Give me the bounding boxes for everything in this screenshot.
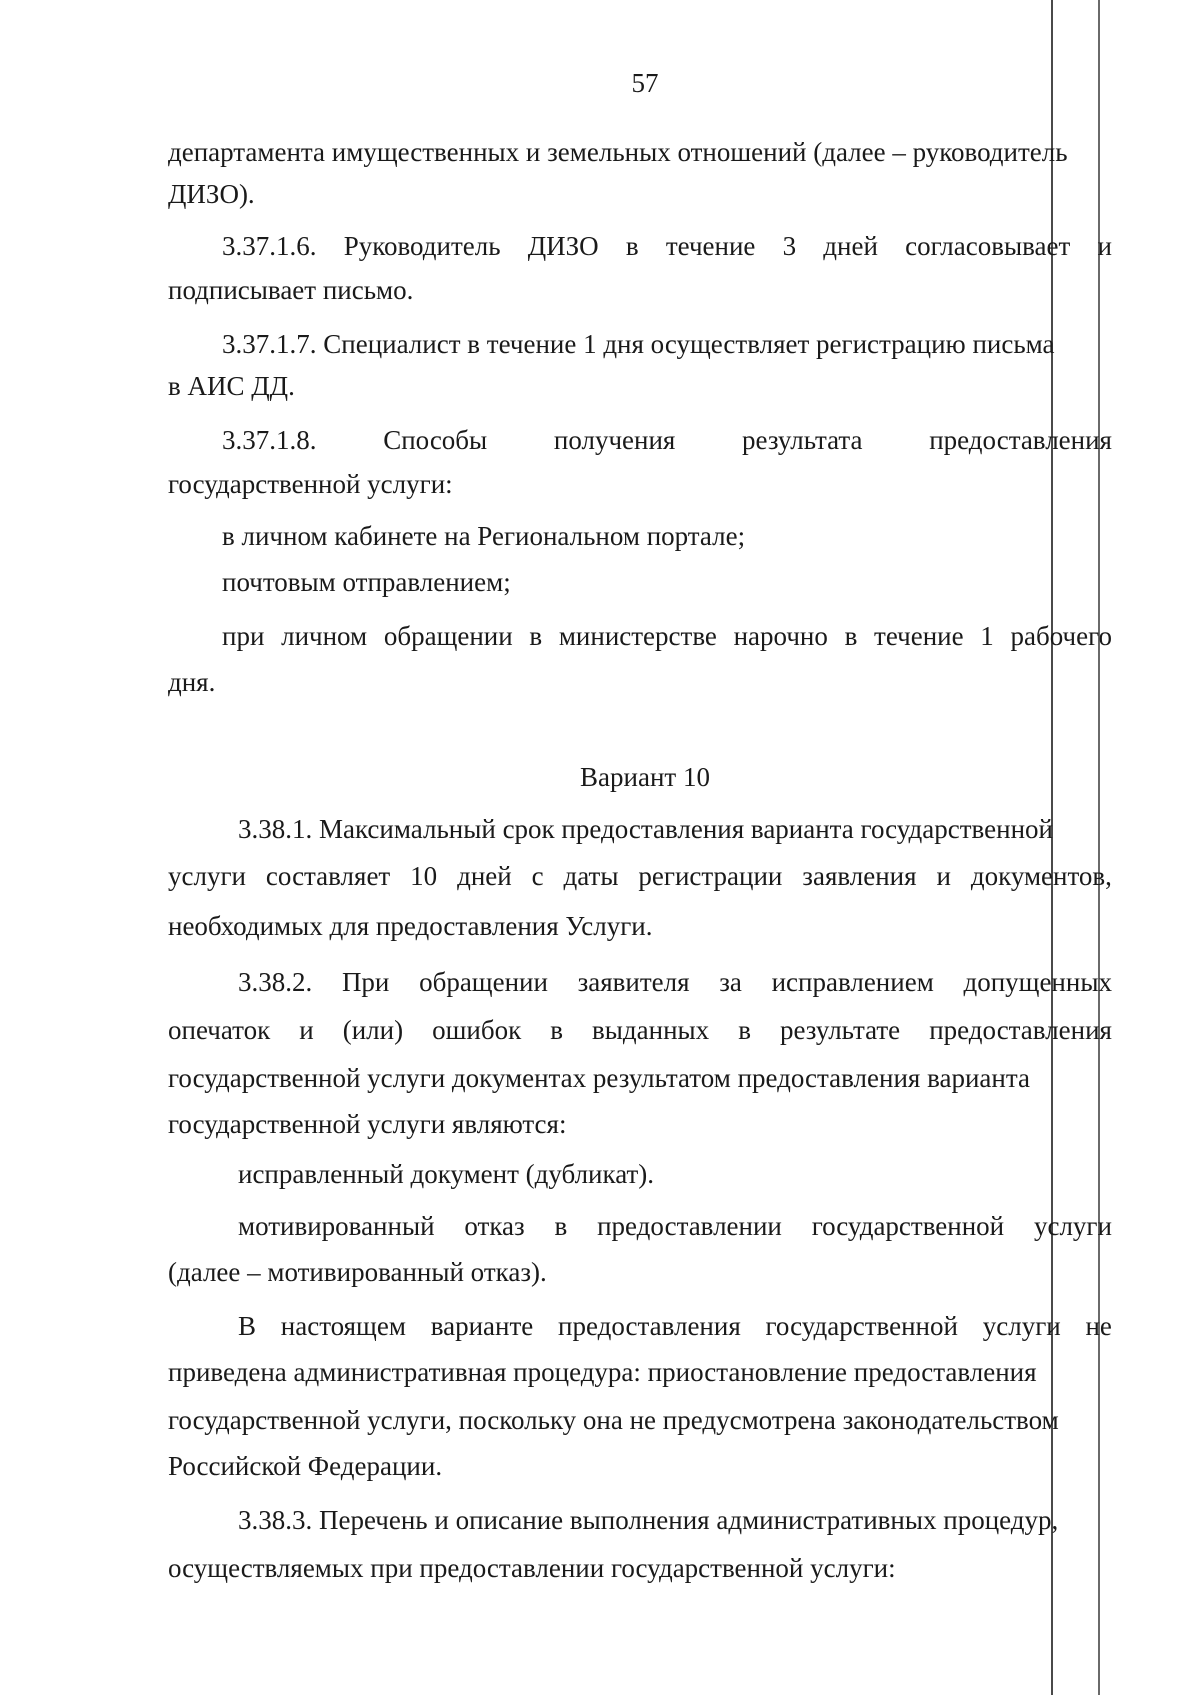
word: течение xyxy=(665,231,756,261)
text-line: государственной услуги являются: xyxy=(168,1109,567,1139)
word: и xyxy=(299,1015,314,1045)
word: в xyxy=(738,1015,751,1045)
text-line: ДИЗО). xyxy=(168,179,255,209)
word: предоставлении xyxy=(597,1211,782,1241)
word: 10 xyxy=(410,861,438,891)
text-line: (далее – мотивированный отказ). xyxy=(168,1257,547,1287)
word: отказ xyxy=(464,1211,525,1241)
word: услуги xyxy=(168,861,246,891)
text-line: государственной услуги, поскольку она не предусмотрена законодательством xyxy=(168,1405,1059,1435)
word: при xyxy=(222,621,265,651)
word: предоставления xyxy=(558,1311,741,1341)
word: 3.38.2. xyxy=(238,967,313,997)
word: предоставления xyxy=(929,1015,1112,1045)
word: течение xyxy=(874,621,964,651)
text-line: осуществляемых при предоставлении государственной услуги: xyxy=(168,1553,896,1583)
text-line: приведена административная процедура: приостановление предоставления xyxy=(168,1357,1037,1387)
text-line: дня. xyxy=(168,667,216,697)
word: рабочего xyxy=(1010,621,1112,651)
word: услуги xyxy=(1033,1211,1112,1241)
text-line: государственной услуги: xyxy=(168,469,453,499)
word: получения xyxy=(553,425,676,455)
word: 3.37.1.6. xyxy=(222,231,317,261)
word: с xyxy=(531,861,544,891)
word: варианте xyxy=(430,1311,534,1341)
text-line: подписывает письмо. xyxy=(168,275,414,305)
word: и xyxy=(1097,231,1112,261)
text-line: 3.38.3. Перечень и описание выполнения административных процедур, xyxy=(238,1505,1059,1535)
word: ошибок xyxy=(432,1015,522,1045)
section-heading: Вариант 10 xyxy=(580,762,710,792)
word: за xyxy=(719,967,742,997)
word: ДИЗО xyxy=(527,231,599,261)
word: не xyxy=(1085,1311,1112,1341)
word: (или) xyxy=(342,1015,404,1045)
word: регистрации xyxy=(638,861,783,891)
word: Руководитель xyxy=(343,231,501,261)
text-line-justified xyxy=(222,620,1112,652)
word: заявления xyxy=(802,861,917,891)
word: в xyxy=(529,621,543,651)
text-line: департамента имущественных и земельных отношений (далее – руководитель xyxy=(168,137,1068,167)
word: В xyxy=(238,1311,257,1341)
word: в xyxy=(550,1015,563,1045)
word: обращении xyxy=(383,621,513,651)
word: услуги xyxy=(982,1311,1061,1341)
word: 3.37.1.8. xyxy=(222,425,317,455)
word: государственной xyxy=(765,1311,958,1341)
text-line: необходимых для предоставления Услуги. xyxy=(168,911,653,941)
text-line-justified xyxy=(168,1014,1112,1046)
word: дней xyxy=(823,231,878,261)
word: результате xyxy=(779,1015,901,1045)
word: При xyxy=(341,967,390,997)
text-line: в АИС ДД. xyxy=(168,371,295,401)
word: документов, xyxy=(970,861,1112,891)
word: 1 xyxy=(980,621,994,651)
word: допущенных xyxy=(963,967,1112,997)
word: выданных xyxy=(592,1015,710,1045)
text-line: 3.38.1. Максимальный срок предоставления варианта государственной xyxy=(238,814,1053,844)
word: составляет xyxy=(265,861,391,891)
word: предоставления xyxy=(929,425,1112,455)
word: в xyxy=(844,621,858,651)
word: результата xyxy=(742,425,863,455)
text-line: Российской Федерации. xyxy=(168,1451,443,1481)
word: министерстве xyxy=(558,621,717,651)
word: исправлением xyxy=(771,967,934,997)
page-number: 57 xyxy=(631,68,659,98)
word: даты xyxy=(563,861,619,891)
word: опечаток xyxy=(168,1015,271,1045)
text-line-justified xyxy=(168,860,1112,892)
text-line-justified xyxy=(238,966,1112,998)
text-line-justified xyxy=(222,230,1112,262)
text-line: почтовым отправлением; xyxy=(222,567,511,597)
text-line: 3.37.1.7. Специалист в течение 1 дня осуществляет регистрацию письма xyxy=(222,329,1055,359)
word: дней xyxy=(457,861,512,891)
word: настоящем xyxy=(280,1311,406,1341)
word: личном xyxy=(281,621,368,651)
word: государственной xyxy=(811,1211,1005,1241)
word: согласовывает xyxy=(905,231,1071,261)
word: обращении xyxy=(419,967,548,997)
word: и xyxy=(936,861,951,891)
text-line: государственной услуги документах результатом предоставления варианта xyxy=(168,1063,1030,1093)
word: заявителя xyxy=(577,967,690,997)
word: в xyxy=(554,1211,568,1241)
word: нарочно xyxy=(733,621,828,651)
text-line: в личном кабинете на Региональном портале; xyxy=(222,521,746,551)
text-line-justified xyxy=(238,1210,1112,1242)
word: Способы xyxy=(383,425,488,455)
text-line-justified xyxy=(222,424,1112,456)
text-line: исправленный документ (дубликат). xyxy=(238,1159,655,1189)
text-line-justified xyxy=(238,1310,1112,1342)
word: мотивированный xyxy=(238,1211,435,1241)
word: 3 xyxy=(782,231,797,261)
word: в xyxy=(625,231,639,261)
